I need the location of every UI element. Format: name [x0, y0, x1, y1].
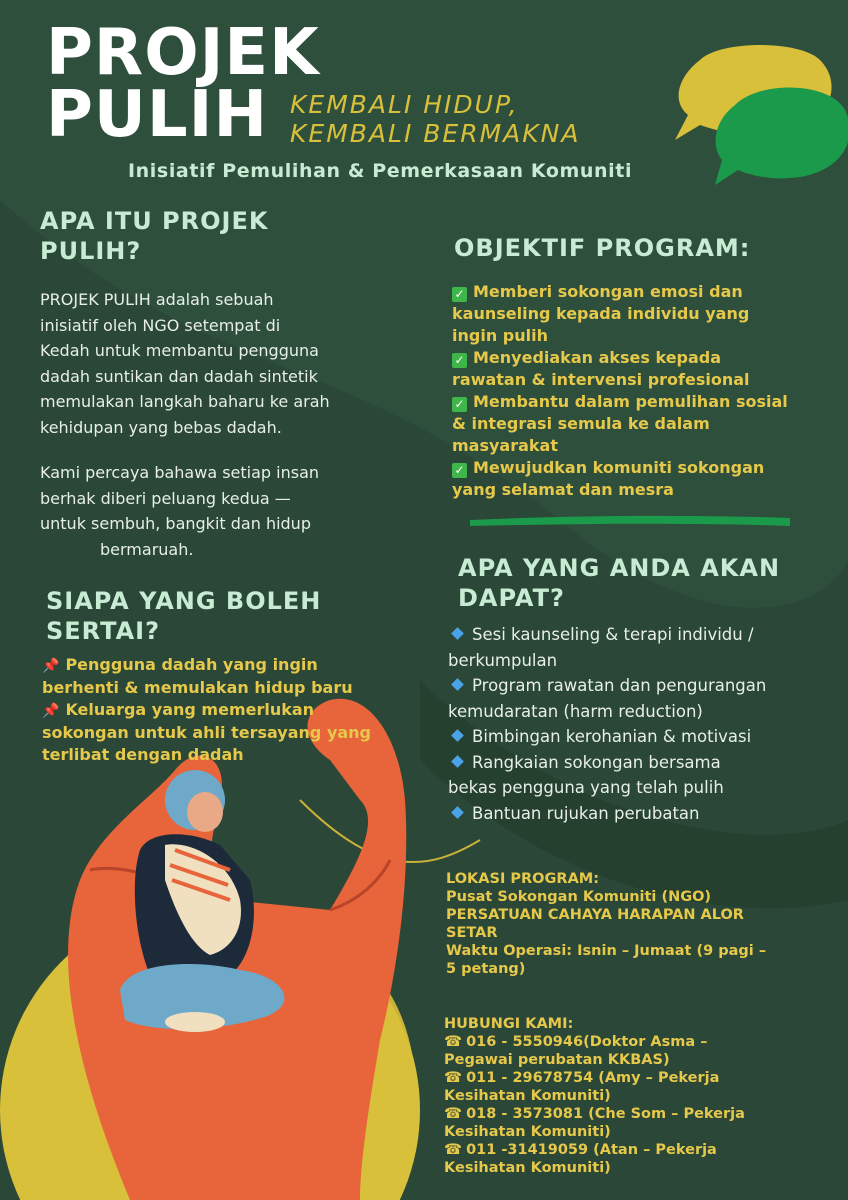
location-block — [446, 870, 766, 978]
benefits-list — [448, 622, 766, 826]
title-line-1: PROJEK — [46, 16, 320, 90]
about-line: bermaruah. — [100, 539, 194, 559]
telephone-icon: ☎ — [444, 1070, 463, 1086]
check-mark-icon: ✓ — [452, 463, 467, 478]
about-line: Kedah untuk membantu pengguna — [40, 341, 319, 360]
who-heading-line-2: SERTAI? — [46, 617, 161, 645]
tagline-line-2: KEMBALI BERMAKNA — [290, 119, 581, 148]
blue-diamond-icon — [451, 678, 464, 691]
objective-item: ✓ Memberi sokongan emosi dan kaunseling kepada individu yang ingin pulih — [452, 282, 750, 345]
benefit-item: Sesi kaunseling & terapi individu / berkumpulan — [448, 625, 754, 670]
about-line: berhak diberi peluang kedua — — [40, 488, 291, 508]
who-list — [42, 654, 371, 766]
benefit-item: Rangkaian sokongan bersama bekas pengguna yang telah pulih — [448, 752, 724, 797]
contact-heading: HUBUNGI KAMI: — [444, 1016, 574, 1032]
blue-diamond-icon — [451, 755, 464, 768]
telephone-icon: ☎ — [444, 1034, 463, 1050]
who-item: 📌 Keluarga yang memerlukan sokongan untuk ahli tersayang yang terlibat dengan dadah — [42, 700, 372, 764]
about-paragraph-1 — [40, 287, 330, 440]
about-line: kehidupan yang bebas dadah. — [40, 417, 282, 437]
who-heading — [46, 586, 321, 646]
objectives-heading: OBJEKTIF PROGRAM: — [454, 234, 751, 262]
benefit-item: Bimbingan kerohanian & motivasi — [448, 724, 766, 750]
benefits-heading-line-1: APA YANG ANDA AKAN — [458, 554, 781, 582]
who-item: 📌 Pengguna dadah yang ingin berhenti & memulakan hidup baru — [42, 655, 353, 697]
contact-block — [444, 1015, 745, 1177]
title-line-2: PULIH — [46, 78, 269, 152]
location-line: Pusat Sokongan Komuniti (NGO) — [446, 889, 712, 905]
check-mark-icon: ✓ — [452, 397, 467, 412]
contact-entry[interactable]: ☎ 016 - 5550946(Doktor Asma – Pegawai perubatan KKBAS) — [444, 1034, 708, 1068]
about-line: inisiatif oleh NGO setempat di — [40, 315, 281, 335]
who-heading-line-1: SIAPA YANG BOLEH — [46, 587, 322, 615]
contact-entry[interactable]: ☎ 011 - 29678754 (Amy – Pekerja Kesihatan Komuniti) — [444, 1070, 720, 1104]
blue-diamond-icon — [451, 729, 464, 742]
about-heading-line-2: PULIH? — [40, 237, 142, 265]
objectives-list — [452, 281, 788, 501]
location-heading: LOKASI PROGRAM: — [446, 871, 600, 887]
location-hours-cont: 5 petang) — [446, 961, 526, 977]
benefits-heading — [458, 553, 780, 613]
about-line: Kami percaya bahawa setiap insan — [40, 463, 320, 482]
pushpin-icon: 📌 — [42, 703, 60, 719]
about-paragraph-2 — [40, 460, 319, 562]
check-mark-icon: ✓ — [452, 287, 467, 302]
about-heading — [40, 206, 268, 266]
location-line: SETAR — [446, 925, 498, 941]
location-line: PERSATUAN CAHAYA HARAPAN ALOR — [446, 907, 744, 923]
pushpin-icon: 📌 — [42, 658, 60, 674]
contact-entry[interactable]: ☎ 018 - 3573081 (Che Som – Pekerja Kesihatan Komuniti) — [444, 1106, 745, 1140]
tagline-line-1: KEMBALI HIDUP, — [290, 90, 519, 119]
about-line: memulakan langkah baharu ke arah — [40, 392, 330, 411]
telephone-icon: ☎ — [444, 1106, 463, 1122]
location-hours: Waktu Operasi: Isnin – Jumaat (9 pagi – — [446, 943, 767, 959]
contact-entry[interactable]: ☎ 011 -31419059 (Atan – Pekerja Kesihatan Komuniti) — [444, 1142, 717, 1176]
person-feet — [165, 1012, 225, 1032]
about-line: PROJEK PULIH adalah sebuah — [40, 290, 274, 309]
objective-item: ✓ Mewujudkan komuniti sokongan yang selamat dan mesra — [452, 458, 765, 499]
benefit-item: Bantuan rujukan perubatan — [448, 801, 766, 827]
about-line: untuk sembuh, bangkit dan hidup — [40, 514, 311, 533]
about-line: dadah suntikan dan dadah sintetik — [40, 366, 318, 386]
check-mark-icon: ✓ — [452, 353, 467, 368]
benefit-item: Program rawatan dan pengurangan kemudaratan (harm reduction) — [448, 676, 767, 721]
person-face — [187, 792, 223, 832]
objective-item: ✓ Menyediakan akses kepada rawatan & intervensi profesional — [452, 348, 750, 389]
about-heading-line-1: APA ITU PROJEK — [40, 207, 269, 235]
objective-item: ✓ Membantu dalam pemulihan sosial & integrasi semula ke dalam masyarakat — [452, 392, 788, 455]
blue-diamond-icon — [451, 627, 464, 640]
telephone-icon: ☎ — [444, 1142, 463, 1158]
tagline — [290, 90, 580, 148]
benefits-heading-line-2: DAPAT? — [458, 584, 565, 612]
page-title — [46, 16, 320, 152]
blue-diamond-icon — [451, 806, 464, 819]
subtitle: Inisiatif Pemulihan & Pemerkasaan Komuniti — [128, 160, 633, 182]
